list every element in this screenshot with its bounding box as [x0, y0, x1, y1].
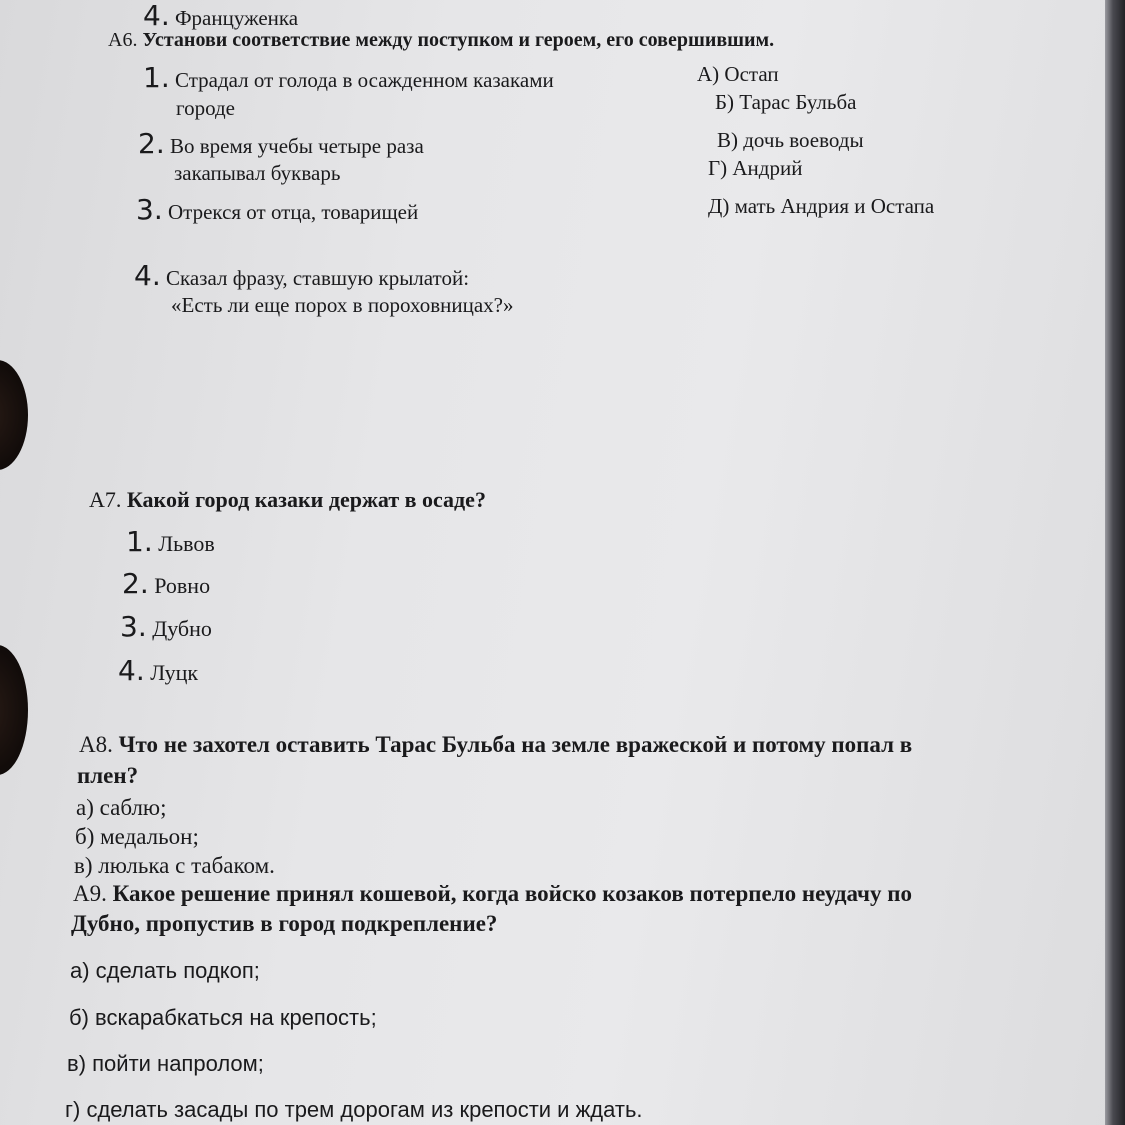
question-a8: [79, 733, 912, 756]
item-text: Ровно: [154, 573, 211, 598]
item-number: 4.: [118, 654, 145, 687]
question-id: А6.: [108, 29, 138, 51]
item-number: 4.: [134, 259, 161, 292]
item-number: 1.: [143, 61, 170, 94]
item-number: 2.: [122, 567, 149, 600]
finger-shadow: [0, 645, 28, 775]
option-v: В) дочь воеводы: [717, 128, 864, 152]
list-item: [122, 567, 211, 600]
answer-option: б) медальон;: [75, 824, 199, 849]
answer-option: а) сделать подкоп;: [70, 958, 260, 983]
list-item: [120, 610, 212, 643]
item-text: Француженка: [174, 6, 299, 30]
question-id: А9.: [73, 881, 107, 906]
list-item: [143, 61, 554, 94]
item-number: 3.: [120, 610, 147, 643]
question-a9: [73, 882, 912, 905]
item-text: Луцк: [150, 660, 199, 685]
question-id: А8.: [79, 732, 113, 757]
item-text-continued: закапывал букварь: [174, 161, 341, 185]
item-text-continued: «Есть ли еще порох в пороховницах?»: [171, 293, 514, 317]
question-text-continued: плен?: [77, 763, 139, 788]
item-text: Дубно: [152, 616, 212, 641]
question-text-continued: Дубно, пропустив в город подкрепление?: [71, 911, 498, 936]
option-g: Г) Андрий: [708, 156, 803, 180]
item-text: Страдал от голода в осажденном казаками: [174, 68, 554, 92]
list-item: [138, 127, 424, 160]
question-text: Какой город казаки держат в осаде?: [126, 487, 486, 512]
paper-edge: [1105, 0, 1125, 1125]
item-text: Сказал фразу, ставшую крылатой:: [165, 266, 470, 290]
question-text: Что не захотел оставить Тарас Бульба на земле вражеской и потому попал в: [118, 732, 913, 757]
answer-option: в) пойти напролом;: [67, 1051, 264, 1076]
item-text: Львов: [158, 531, 215, 556]
item-text: Во время учебы четыре раза: [169, 134, 424, 158]
item-number: 2.: [138, 127, 165, 160]
item-number: 3.: [136, 193, 163, 226]
list-item: [118, 654, 199, 687]
list-item: [136, 193, 419, 226]
finger-shadow: [0, 360, 28, 470]
question-id: А7.: [89, 487, 122, 512]
question-text: Установи соответствие между поступком и героем, его совершившим.: [142, 29, 775, 51]
item-number: 1.: [126, 525, 153, 558]
list-item: [134, 259, 470, 292]
answer-option: в) люлька с табаком.: [74, 853, 275, 878]
item-number: 4.: [143, 0, 170, 32]
option-b: Б) Тарас Бульба: [715, 90, 857, 114]
item-text: Отрекся от отца, товарищей: [167, 200, 419, 224]
answer-option: а) саблю;: [76, 795, 167, 820]
option-d: Д) мать Андрия и Остапа: [708, 194, 935, 218]
question-a7: [89, 489, 486, 511]
option-a: А) Остап: [697, 62, 779, 86]
question-a6: [108, 30, 774, 50]
answer-option: б) вскарабкаться на крепость;: [69, 1005, 377, 1030]
list-item: [126, 525, 215, 558]
question-text: Какое решение принял кошевой, когда войско козаков потерпело неудачу по: [112, 881, 913, 906]
answer-option: г) сделать засады по трем дорогам из крепости и ждать.: [65, 1097, 643, 1122]
list-item: [143, 2, 298, 30]
item-text-continued: городе: [176, 96, 235, 120]
